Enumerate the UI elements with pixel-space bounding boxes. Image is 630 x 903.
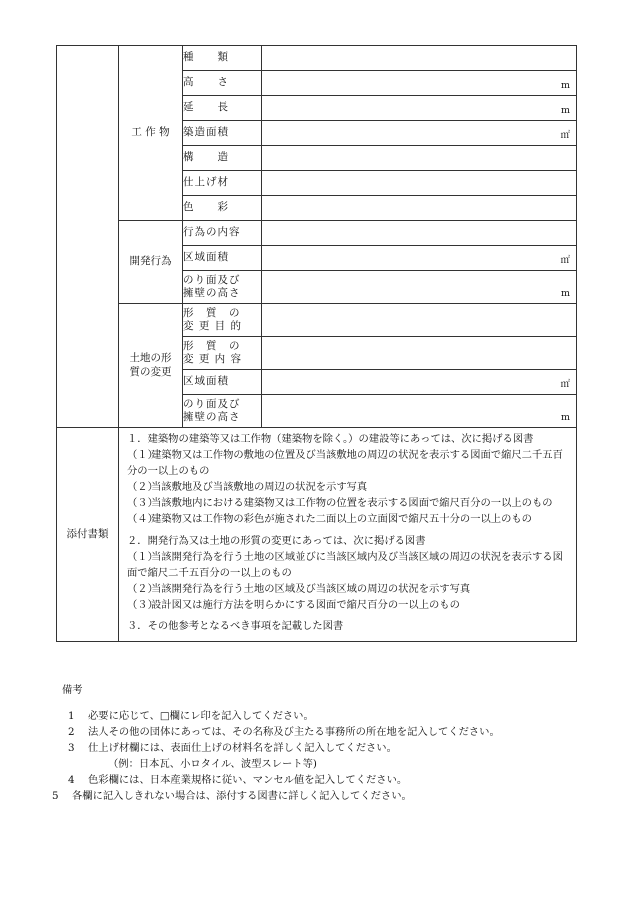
unit-sqm: ㎡ bbox=[560, 130, 570, 142]
development-group-label: 開発行為 bbox=[119, 221, 183, 304]
unit-sqm: ㎡ bbox=[560, 255, 570, 267]
development-slope-field[interactable] bbox=[262, 271, 577, 304]
land-change-area-field[interactable] bbox=[262, 370, 577, 395]
structure-length-label: 延 長 bbox=[183, 96, 262, 121]
attachments-item: （１）建築物又は工作物の敷地の位置及び当該敷地の周辺の状況を表示する図面で縮尺二千五百分の一以上のもの bbox=[127, 448, 563, 477]
land-change-area-label: 区域面積 bbox=[183, 370, 262, 395]
remarks-item: 3 仕上げ材欄には、表面仕上げの材料名を詳しく記入してください。 bbox=[68, 741, 397, 754]
land-change-slope-label: のり面及び 擁壁の高さ bbox=[183, 395, 262, 428]
structure-group-label: 工 作 物 bbox=[119, 46, 183, 221]
land-change-group-label: 土地の形 質の変更 bbox=[119, 304, 183, 428]
application-table bbox=[56, 45, 577, 642]
land-change-content-label: 形 質 の 変 更 内 容 bbox=[183, 337, 262, 370]
structure-color-field[interactable] bbox=[262, 196, 577, 221]
unit-sqm: ㎡ bbox=[560, 379, 570, 391]
attachments-item: （２）当該敷地及び当該敷地の周辺の状況を示す写真 bbox=[127, 480, 368, 493]
structure-construction-field[interactable] bbox=[262, 146, 577, 171]
development-content-field[interactable] bbox=[262, 221, 577, 246]
land-change-purpose-field[interactable] bbox=[262, 304, 577, 337]
remarks-example: （例：日本瓦、小ロタイル、波型スレート等) bbox=[108, 757, 317, 770]
remarks-item: 4 色彩欄には、日本産業規格に従い、マンセル値を記入してください。 bbox=[68, 773, 408, 786]
remarks-item: 5 各欄に記入しきれない場合は、添付する図書に詳しく記入してください。 bbox=[52, 789, 412, 802]
land-change-content-field[interactable] bbox=[262, 337, 577, 370]
structure-height-field[interactable] bbox=[262, 71, 577, 96]
unit-m: m bbox=[560, 80, 570, 92]
development-content-label: 行為の内容 bbox=[183, 221, 262, 246]
structure-type-field[interactable] bbox=[262, 46, 577, 71]
attachments-section1-heading: １．建築物の建築等又は工作物（建築物を除く。）の建設等にあっては、次に掲げる図書 bbox=[127, 433, 534, 445]
development-area-label: 区域面積 bbox=[183, 246, 262, 271]
attachments-item: （４）建築物又は工作物の彩色が施された二面以上の立面図で縮尺五十分の一以上のもの bbox=[127, 512, 532, 525]
structure-height-label: 高 さ bbox=[183, 71, 262, 96]
remarks-item: 2 法人その他の団体にあっては、その名称及び主たる事務所の所在地を記入してください。 bbox=[68, 725, 500, 738]
form-sheet bbox=[56, 45, 576, 642]
remarks-item: 1 必要に応じて、□欄にレ印を記入してください。 bbox=[68, 709, 314, 722]
land-change-slope-field[interactable] bbox=[262, 395, 577, 428]
structure-color-label: 色 彩 bbox=[183, 196, 262, 221]
structure-construction-label: 構 造 bbox=[183, 146, 262, 171]
development-slope-label: のり面及び 擁壁の高さ bbox=[183, 271, 262, 304]
structure-finish-label: 仕上げ材 bbox=[183, 171, 262, 196]
remarks-title: 備考 bbox=[62, 684, 83, 696]
structure-area-label: 築造面積 bbox=[183, 121, 262, 146]
unit-m: m bbox=[560, 105, 570, 117]
structure-type-label: 種 類 bbox=[183, 46, 262, 71]
attachments-item: （３）当該敷地内における建築物又は工作物の位置を表示する図面で縮尺百分の一以上のもの bbox=[127, 496, 553, 509]
structure-area-field[interactable] bbox=[262, 121, 577, 146]
structure-length-field[interactable] bbox=[262, 96, 577, 121]
unit-m: m bbox=[560, 288, 570, 300]
attachments-item: （３）設計図又は施行方法を明らかにする図面で縮尺百分の一以上のもの bbox=[127, 598, 460, 611]
remarks bbox=[52, 683, 596, 805]
attachments-content bbox=[119, 428, 577, 642]
unit-m: m bbox=[560, 412, 570, 424]
attachments-item: （２）当該開発行為を行う土地の区域及び当該区域の周辺の状況を示す写真 bbox=[127, 582, 471, 595]
attachments-item: （１）当該開発行為を行う土地の区域並びに当該区域内及び当該区域の周辺の状況を表示する図面で縮尺二千五百分の一以上のもの bbox=[127, 550, 563, 579]
attachments-section3-heading: ３．その他参考となるべき事項を記載した図書 bbox=[127, 620, 344, 633]
attachments-section2-heading: ２．開発行為又は土地の形質の変更にあっては、次に掲げる図書 bbox=[127, 534, 426, 547]
land-change-purpose-label: 形 質 の 変 更 目 的 bbox=[183, 304, 262, 337]
development-area-field[interactable] bbox=[262, 246, 577, 271]
structure-finish-field[interactable] bbox=[262, 171, 577, 196]
attachments-label: 添付書類 bbox=[57, 428, 119, 642]
left-blank-column bbox=[57, 46, 119, 428]
